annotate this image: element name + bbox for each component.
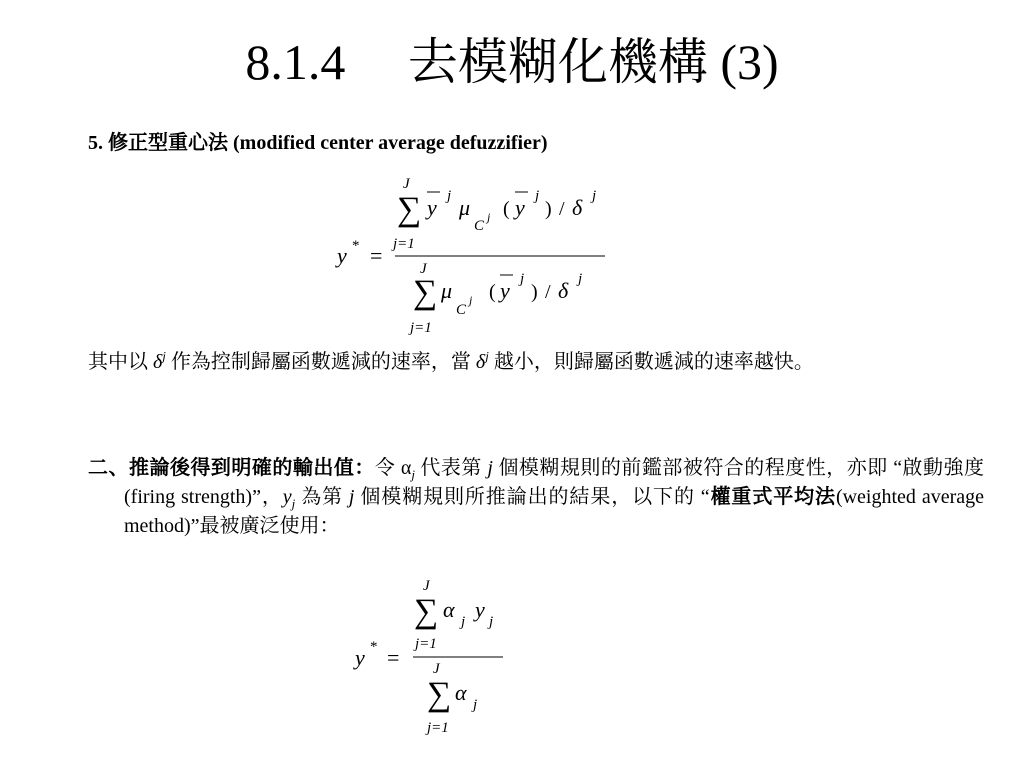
den-C: C (456, 302, 467, 318)
delta-sup-2: j (485, 348, 489, 364)
formula-weighted-average (345, 570, 525, 740)
den-C-sup: j (469, 293, 473, 307)
den-y: y (500, 278, 510, 303)
weighted-average-term: 權重式平均法 (709, 486, 836, 508)
f2-num-sum-lower: j=1 (415, 636, 437, 652)
f2-num-alpha: α (443, 597, 455, 622)
f2-den-sum-lower: j=1 (427, 720, 449, 736)
y-sub-j: j (291, 496, 296, 511)
f2-num-sum-upper: J (423, 578, 430, 594)
section-2-text-1: 令 (374, 457, 401, 479)
section-2-text-6: (weighted average method)”最被廣泛使用： (124, 486, 984, 537)
explanation-text-3: 越小，則歸屬函數遞減的速率越快。 (488, 351, 814, 373)
j-symbol-2: j (348, 486, 355, 508)
y-symbol: y (282, 486, 292, 508)
page-title (0, 30, 1024, 94)
num-sum-upper: J (403, 176, 410, 192)
section-2-paragraph (88, 454, 984, 541)
num-sup-j-1: j (447, 188, 452, 204)
f2-num-alpha-sub: j (461, 614, 466, 630)
section-2-text-5: 個模糊規則所推論出的結果，以下的 “ (354, 486, 710, 508)
f2-den-sigma: ∑ (427, 676, 452, 713)
den-sum-upper: J (420, 261, 427, 277)
section-2-heading: 二、推論後得到明確的輸出值： (88, 457, 375, 479)
den-mu: μ (441, 278, 453, 303)
explanation-text-2: 作為控制歸屬函數遞減的速率，當 (165, 351, 476, 373)
delta-symbol-2: δ (475, 351, 486, 373)
f2-den-sum-upper: J (433, 661, 440, 677)
num-C: C (474, 218, 485, 234)
num-sum-lower: j=1 (393, 236, 415, 252)
num-delta-sup: j (592, 188, 597, 204)
num-close-paren: ) (545, 198, 552, 220)
section-2-text-4: 為第 (295, 486, 349, 508)
f2-den-alpha-sub: j (473, 697, 478, 713)
den-sigma: ∑ (413, 274, 438, 311)
explanation-paragraph (88, 348, 984, 377)
f2-num-y-sub: j (489, 614, 494, 630)
lhs-star: * (352, 238, 360, 254)
num-slash: / (559, 198, 565, 220)
num-C-sup: j (487, 210, 491, 224)
delta-symbol-1: δ (153, 351, 163, 373)
den-delta: δ (558, 278, 569, 303)
den-delta-sup: j (578, 271, 583, 287)
f2-den-alpha: α (455, 680, 467, 705)
num-sigma: ∑ (397, 191, 422, 228)
den-close-paren: ) (531, 281, 538, 303)
f2-lhs-y: y (355, 645, 365, 670)
alpha-symbol: α (400, 457, 412, 479)
num-delta: δ (572, 195, 583, 220)
j-symbol-1: j (487, 457, 493, 479)
title-number: 8.1.4 (245, 34, 346, 90)
delta-sup-1: j (162, 348, 166, 364)
section-5-heading: 5. 修正型重心法 (modified center average defuzzifier) (88, 132, 548, 154)
explanation-text-1: 其中以 (88, 351, 153, 373)
f2-equals-sign: = (387, 645, 400, 670)
den-sup-j: j (520, 271, 525, 287)
section-2-text-2: 代表第 (414, 457, 488, 479)
den-slash: / (545, 281, 551, 303)
title-text: 去模糊化機構 (3) (407, 34, 779, 90)
f2-lhs-star: * (370, 639, 378, 655)
f2-num-y: y (475, 597, 485, 622)
formula-modified-center-average (325, 168, 625, 338)
num-mu: μ (459, 195, 471, 220)
section-2-text-3: 個模糊規則的前鑑部被符合的程度性，亦即 “啟動強度(firing strength)”， (124, 457, 985, 508)
den-sum-lower: j=1 (410, 320, 432, 336)
den-open-paren: ( (489, 281, 496, 303)
lhs-y: y (337, 243, 347, 268)
num-y-2: y (515, 195, 525, 220)
num-sup-j-2: j (535, 188, 540, 204)
num-open-paren: ( (503, 198, 510, 220)
equals-sign: = (370, 243, 383, 268)
alpha-sub-j: j (411, 467, 415, 482)
f2-num-sigma: ∑ (414, 593, 439, 630)
num-y-1: y (427, 195, 437, 220)
